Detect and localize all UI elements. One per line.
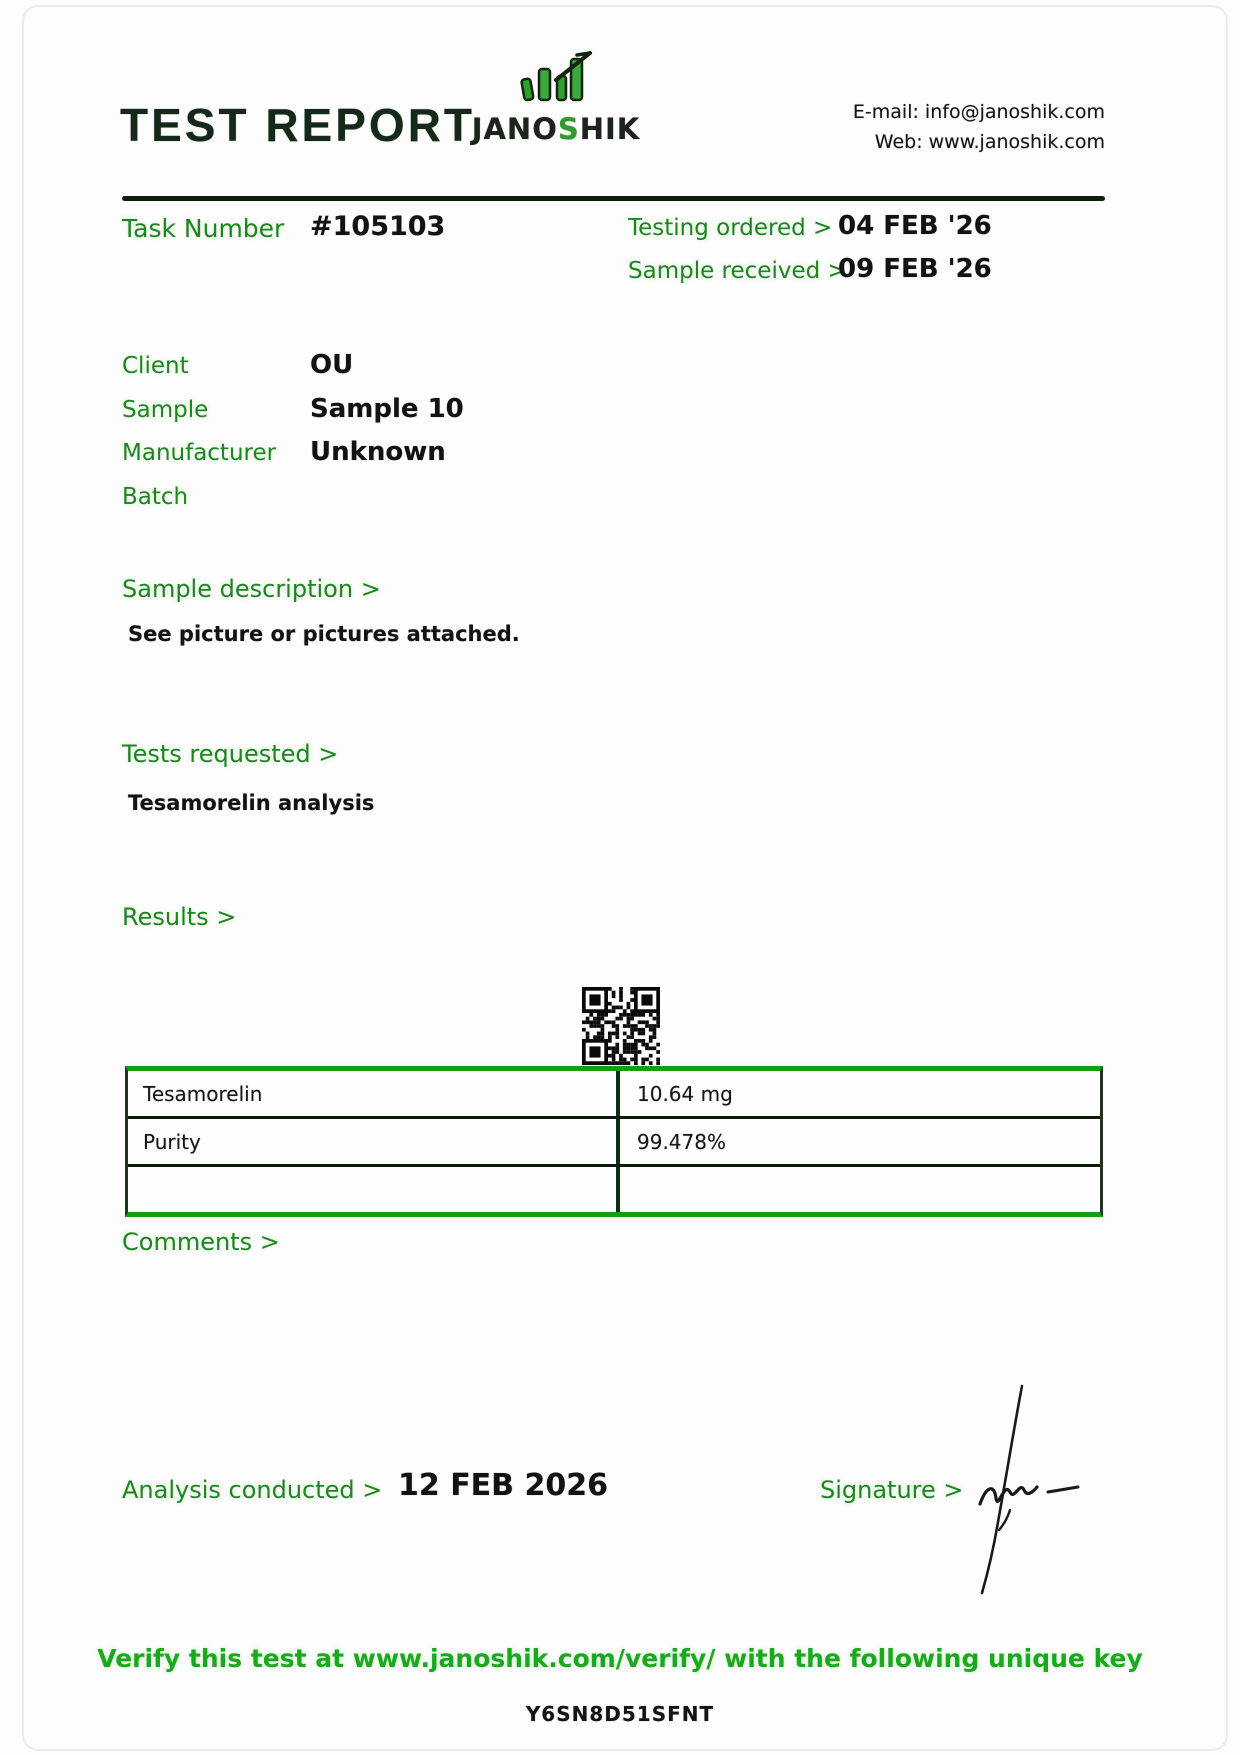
results-heading: Results > (122, 903, 237, 931)
sample-description-body: See picture or pictures attached. (128, 622, 520, 646)
sample-value: Sample 10 (310, 394, 464, 424)
verify-instruction: Verify this test at www.janoshik.com/verify/ with the following unique key (97, 1644, 1143, 1673)
task-number-value: #105103 (310, 211, 446, 242)
signature-label: Signature > (820, 1476, 964, 1504)
tests-requested-body: Tesamorelin analysis (128, 791, 375, 815)
header-divider (122, 196, 1105, 201)
testing-ordered-label: Testing ordered > (628, 215, 833, 241)
sample-label: Sample (122, 397, 209, 423)
manufacturer-value: Unknown (310, 437, 446, 467)
batch-label: Batch (122, 484, 189, 510)
results-table (125, 1066, 1103, 1217)
task-number-label: Task Number (122, 214, 285, 243)
tests-requested-heading: Tests requested > (122, 740, 339, 768)
table-row (128, 1119, 1100, 1164)
result-value-cell: 10.64 mg (637, 1081, 733, 1106)
result-value-cell (620, 1167, 1100, 1212)
sample-description-heading: Sample description > (122, 575, 381, 603)
page-title: TEST REPORT (120, 99, 476, 151)
verify-key: Y6SN8D51SFNT (525, 1702, 715, 1726)
table-row (128, 1167, 1100, 1212)
result-name-cell: Tesamorelin (128, 1071, 620, 1116)
janoshik-logo (468, 50, 644, 146)
brand-name-part: JANO (471, 112, 558, 146)
brand-name-part-green: S (557, 112, 580, 146)
qr-code (582, 987, 660, 1065)
result-name-cell: Purity (128, 1119, 620, 1164)
contact-block (853, 97, 1105, 157)
analysis-conducted-value: 12 FEB 2026 (398, 1468, 608, 1503)
client-label: Client (122, 353, 189, 379)
result-name-cell (128, 1167, 620, 1212)
brand-name (468, 112, 644, 146)
manufacturer-label: Manufacturer (122, 440, 277, 466)
analysis-conducted-label: Analysis conducted > (122, 1476, 383, 1504)
client-value: OU (310, 350, 354, 380)
sample-received-value: 09 FEB '26 (838, 254, 992, 284)
growth-chart-icon (468, 50, 644, 110)
signature-image (940, 1382, 1090, 1597)
result-value-cell: 99.478% (637, 1129, 726, 1154)
brand-name-part: HIK (579, 112, 641, 146)
table-row (128, 1071, 1100, 1116)
contact-email: E-mail: info@janoshik.com (852, 101, 1105, 123)
sample-received-label: Sample received > (628, 258, 847, 284)
contact-web: Web: www.janoshik.com (874, 131, 1105, 153)
comments-heading: Comments > (122, 1228, 280, 1256)
testing-ordered-value: 04 FEB '26 (838, 211, 992, 241)
